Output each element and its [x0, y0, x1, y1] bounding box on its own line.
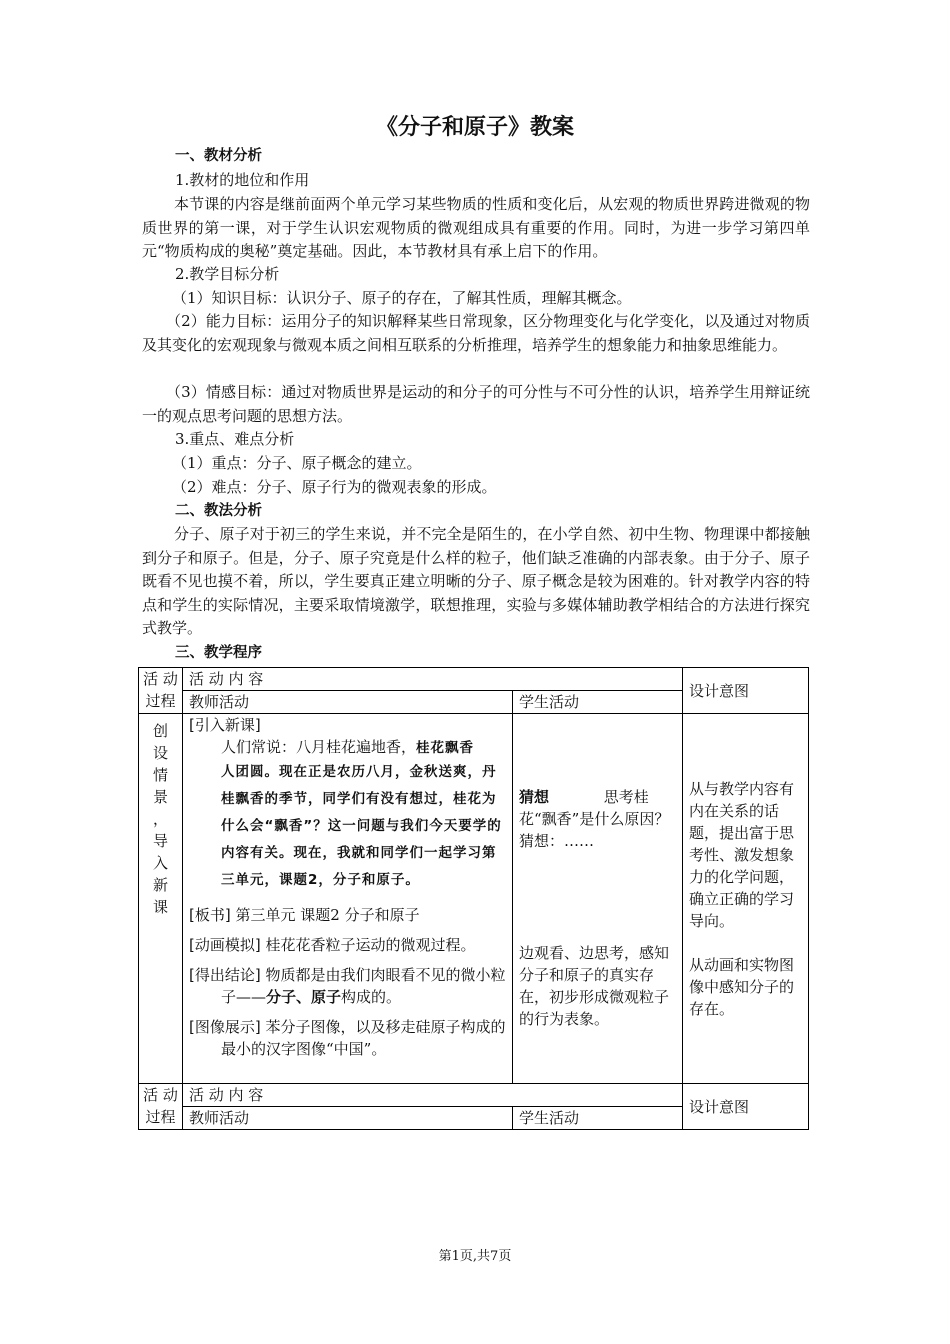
header-intent: 设计意图: [683, 668, 809, 714]
page-footer: 第1页,共7页: [438, 1249, 512, 1264]
goal-ability: （2）能力目标：运用分子的知识解释某些日常现象，区分物理变化与化学变化，以及通过对物质及其变化的宏观现象与微观本质之间相互联系的分析推理，培养学生的想象能力和抽象思维能力。: [142, 312, 810, 354]
header-student: 学生活动: [513, 691, 683, 714]
header-process-repeat: 活 动 过程: [139, 1084, 183, 1130]
section-heading-1: 一、教材分析: [175, 148, 262, 164]
student-activities: [513, 714, 683, 1084]
header-process: 活 动 过程: [139, 668, 183, 714]
header-teacher: 教师活动: [183, 691, 513, 714]
intent-first: 从与教学内容有内在关系的话题，提出富于思考性、激发想象力的化学问题，确立正确的学习导向。: [689, 780, 795, 930]
key-point: （1）重点：分子、原子概念的建立。: [172, 454, 422, 472]
paragraph-2: 分子、原子对于初三的学生来说，并不完全是陌生的，在小学自然、初中生物、物理课中都接触到分子和原子。但是，分子、原子究竟是什么样的粒子，他们缺乏准确的内部表象。由于分子、原子既看不见也摸不着，所以，学生要真正建立明晰的分子、原子概念是较为困难的。针对教学内容的特点和学生的实际情况，主要采取情境激学，联想推理，实验与多媒体辅助教学相结合的方法进行探究式教学。: [142, 525, 810, 637]
student-guess: 猜想：……: [519, 832, 595, 850]
goal-knowledge: （1）知识目标：认识分子、原子的存在，了解其性质，理解其概念。: [172, 289, 632, 307]
intro-tag: [引入新课]: [189, 716, 261, 734]
header-student-repeat: 学生活动: [513, 1107, 683, 1130]
header-content-repeat: 活 动 内 容: [183, 1084, 683, 1107]
section-heading-3: 三、教学程序: [175, 645, 262, 661]
stage-label: 创 设 情 景 ， 导 入 新 课: [139, 714, 183, 1084]
intro-handwritten: 人团圆。现在正是农历八月，金秋送爽，丹桂飘香的季节，同学们有没有想过，桂花为什么会“飘香”？这一问题与我们今天要学的内容有关。现在，我就和同学们一起学习第三单元，课题2，分子和原子。: [221, 764, 502, 888]
animation-note: [动画模拟] 桂花花香粒子运动的微观过程。: [189, 936, 476, 954]
lesson-table: [138, 667, 809, 1130]
teacher-activities: [183, 714, 513, 1084]
image-note: [图像展示] 苯分子图像，以及移走硅原子构成的最小的汉字图像“中国”。: [189, 1018, 506, 1058]
difficult-point: （2）难点：分子、原子行为的微观表象的形成。: [172, 478, 497, 496]
goal-emotion: （3）情感目标：通过对物质世界是运动的和分子的可分性与不可分性的认识，培养学生用辩证统一的观点思考问题的思想方法。: [142, 383, 810, 425]
student-think: 猜想 思考桂花“飘香”是什么原因？: [519, 788, 670, 828]
student-observe: 边观看、边思考，感知分子和原子的真实存在，初步形成微观粒子的行为表象。: [519, 944, 670, 1028]
subheading-1-1: 1.教材的地位和作用: [175, 171, 310, 189]
subheading-1-3: 3.重点、难点分析: [175, 430, 295, 448]
paragraph-1-1: 本节课的内容是继前面两个单元学习某些物质的性质和变化后，从宏观的物质世界跨进微观的物质世界的第一课，对于学生认识宏观物质的微观组成具有重要的作用。同时，为进一步学习第四单元“物质构成的奥秘”奠定基础。因此，本节教材具有承上启下的作用。: [142, 195, 810, 260]
header-content: 活 动 内 容: [183, 668, 683, 691]
page-title: 《分子和原子》教案: [375, 115, 574, 140]
intent-second: 从动画和实物图像中感知分子的存在。: [689, 956, 795, 1018]
header-teacher-repeat: 教师活动: [183, 1107, 513, 1130]
conclusion-note: [得出结论] 物质都是由我们肉眼看不见的微小粒子——分子、原子构成的。: [189, 966, 506, 1006]
subheading-1-2: 2.教学目标分析: [175, 265, 280, 283]
header-intent-repeat: 设计意图: [683, 1084, 809, 1130]
board-note: [板书] 第三单元 课题2 分子和原子: [189, 906, 420, 924]
section-heading-2: 二、教法分析: [175, 503, 262, 519]
intro-text: 人们常说：八月桂花遍地香，桂花飘香: [221, 738, 475, 756]
design-intent: [683, 714, 809, 1084]
